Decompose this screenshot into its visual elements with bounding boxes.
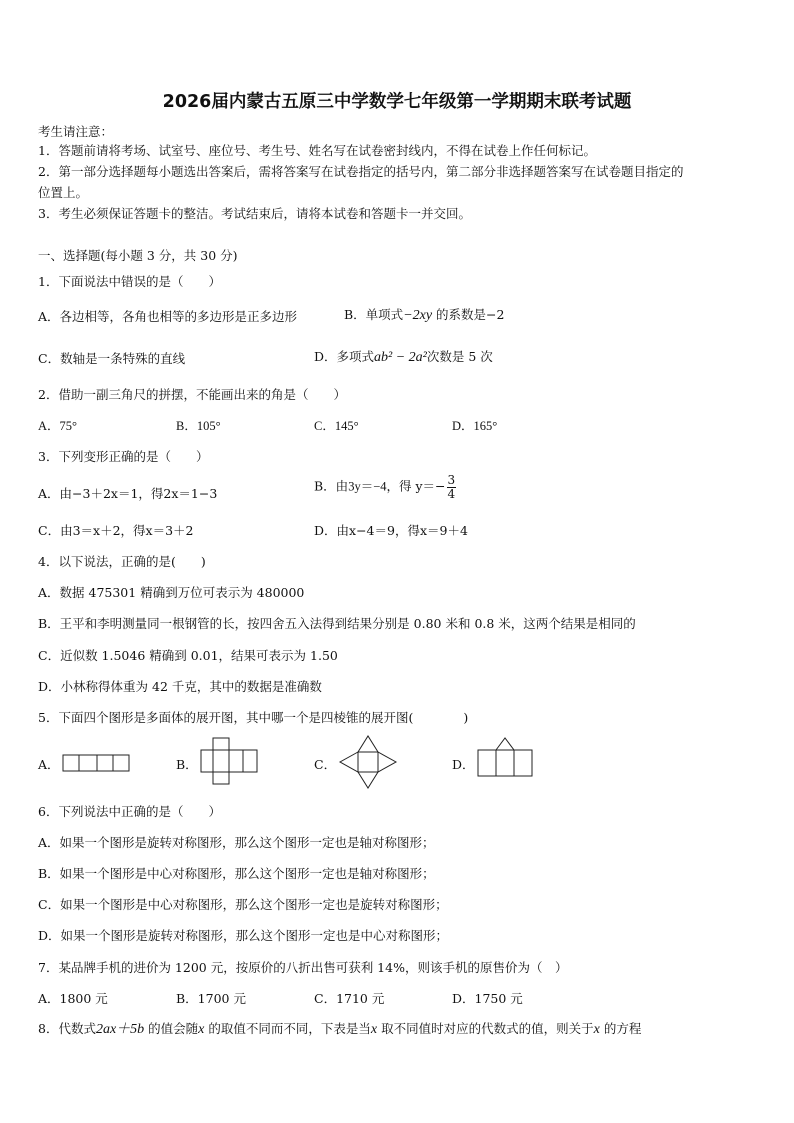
q5-option-a: A． [38, 757, 60, 772]
q3-stem: 3．下列变形正确的是（ ） [38, 449, 209, 464]
q3-option-b-eq: 3y＝−4 [348, 479, 387, 494]
q1-option-b-math: −2xy [403, 308, 433, 323]
q2-option-a: A．75° [38, 419, 78, 433]
q6-stem: 6．下列说法中正确的是（ ） [38, 804, 221, 819]
q6-option-d: D．如果一个图形是旋转对称图形，那么这个图形一定也是中心对称图形； [38, 928, 449, 943]
q3-option-c: C．由3＝x＋2，得x＝3＋2 [38, 523, 194, 538]
q8-math-4: x [593, 1022, 600, 1037]
q1-option-a: A．各边相等，各角也相等的多边形是正多边形 [38, 309, 298, 324]
q3-option-b [314, 474, 456, 500]
notice-item-3: 3．考生必须保证答题卡的整洁。考试结束后，请将本试卷和答题卡一并交回。 [38, 206, 471, 221]
q1-option-d-post: 次数是 5 次 [426, 349, 493, 364]
q8-text-2: 的值会随 [148, 1021, 199, 1036]
q1-option-b-post: 的系数是−2 [436, 307, 505, 322]
q5-net-d-figure [476, 736, 536, 782]
q7-option-b: B．1700 元 [176, 991, 246, 1006]
q8-text-1: 8．代数式 [38, 1021, 96, 1036]
q8-text-4: 取不同值时对应的代数式的值，则关于 [381, 1021, 594, 1036]
q4-option-c: C．近似数 1.5046 精确到 0.01，结果可表示为 1.50 [38, 648, 338, 663]
q3-fraction-numerator: 3 [447, 473, 456, 487]
q7-option-c: C．1710 元 [314, 991, 385, 1006]
q8-text-5: 的方程 [603, 1021, 642, 1036]
q3-option-d: D．由x−4＝9，得x＝9＋4 [314, 523, 468, 538]
q3-option-b-pre: B．由 [314, 478, 349, 494]
q4-option-a: A．数据 475301 精确到万位可表示为 480000 [38, 585, 305, 600]
q1-option-d-pre: D．多项式 [314, 349, 375, 364]
q5-net-b-figure [199, 736, 261, 788]
q6-option-b: B．如果一个图形是中心对称图形，那么这个图形一定也是轴对称图形； [38, 866, 435, 881]
q5-option-d: D． [452, 757, 475, 772]
q3-fraction [447, 474, 457, 500]
q2-stem: 2．借助一副三角尺的拼摆，不能画出来的角是（ ） [38, 387, 346, 402]
q4-stem: 4．以下说法，正确的是( ) [38, 554, 206, 569]
q1-option-c: C．数轴是一条特殊的直线 [38, 351, 186, 366]
notice-item-1: 1．答题前请将考场、试室号、座位号、考生号、姓名写在试卷密封线内，不得在试卷上作任何标记。 [38, 143, 596, 158]
notice-item-2-cont: 位置上。 [38, 185, 89, 200]
q1-option-b [344, 305, 504, 324]
q8-stem [38, 1018, 641, 1038]
q7-stem: 7．某品牌手机的进价为 1200 元，按原价的八折出售可获利 14%，则该手机的原售价为（ ） [38, 960, 568, 975]
q1-option-d-math: ab² − 2a² [374, 350, 427, 365]
page-title: 2026届内蒙古五原三中学数学七年级第一学期期末联考试题 [162, 92, 632, 112]
q8-text-3: 的取值不同而不同，下表是当 [208, 1021, 371, 1036]
section-heading: 一、选择题(每小题 3 分，共 30 分) [38, 248, 238, 263]
q8-math-1: 2ax＋5b [95, 1022, 145, 1037]
q8-math-3: x [370, 1022, 378, 1037]
q3-option-a: A．由−3＋2x＝1，得2x＝1−3 [38, 486, 218, 501]
q5-option-c: C． [314, 757, 337, 772]
notice-item-2: 2．第一部分选择题每小题选出答案后，需将答案写在试卷指定的括号内，第二部分非选择题答案写在试卷题目指定的 [38, 164, 684, 179]
q5-option-b: B． [176, 757, 198, 772]
q4-option-b: B．王平和李明测量同一根钢管的长，按四舍五入法得到结果分别是 0.80 米和 0.8 米，这两个结果是相同的 [38, 616, 636, 631]
q1-option-d [314, 347, 493, 366]
q5-net-a-figure [62, 752, 132, 776]
q1-stem: 1．下面说法中错误的是（ ） [38, 274, 221, 289]
q2-option-c: C．145° [314, 419, 359, 433]
q5-stem: 5．下面四个图形是多面体的展开图，其中哪一个是四棱锥的展开图( ) [38, 710, 469, 725]
q2-option-b: B．105° [176, 419, 221, 433]
notice-heading: 考生请注意： [38, 124, 114, 139]
q3-option-b-mid: ，得 y＝− [386, 478, 446, 494]
q4-option-d: D．小林称得体重为 42 千克，其中的数据是准确数 [38, 679, 322, 694]
q3-fraction-denominator: 4 [447, 486, 456, 501]
q5-net-c-figure [338, 734, 398, 790]
q2-option-d: D．165° [452, 419, 498, 433]
q6-option-a: A．如果一个图形是旋转对称图形，那么这个图形一定也是轴对称图形； [38, 835, 435, 850]
q8-math-2: x [198, 1022, 205, 1037]
q7-option-a: A．1800 元 [38, 991, 108, 1006]
q7-option-d: D．1750 元 [452, 991, 523, 1006]
q6-option-c: C．如果一个图形是中心对称图形，那么这个图形一定也是旋转对称图形； [38, 897, 448, 912]
q1-option-b-pre: B．单项式 [344, 307, 404, 322]
